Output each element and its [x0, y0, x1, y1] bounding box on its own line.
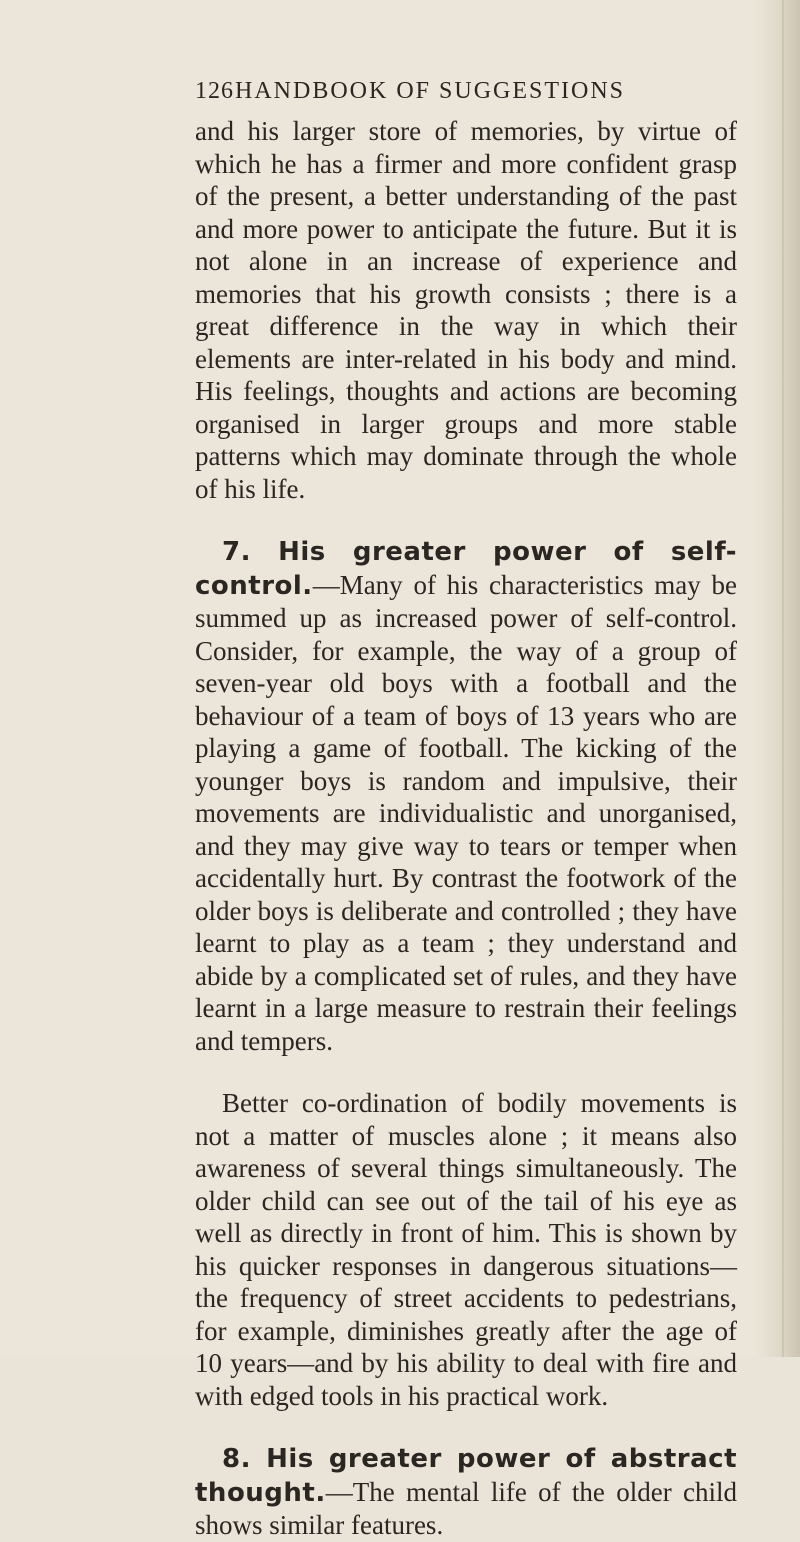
page-edge-shadow [754, 0, 800, 1357]
page-edge-line [782, 0, 784, 1357]
page-header [195, 78, 626, 112]
page-body [195, 115, 737, 1542]
section-paragraph [195, 535, 737, 1057]
paragraph: and his larger store of memories, by virtue of which he has a firmer and more confident grasp of the present, a better understanding of the past and more power to anticipate the future. But it is not alone in an increase of experience and memories that his growth consists ; there is a great difference in the way in which their elements are inter-related in his body and mind. His feelings, thoughts and actions are becoming organised in larger groups and more stable patterns which may dominate through the whole of his life. [195, 116, 737, 504]
paragraph-text: —Many of his characteristics may be summed up as increased power of self-control. Consider, for example, the way of a group of seven-year old boys with a football and the behaviour of a team of boys of 13 years who are playing a game of football. The kicking of the younger boys is random and impulsive, their movements are individualistic and unorganised, and they may give way to tears or temper when accidentally hurt. By contrast the footwork of the older boys is deliberate and controlled ; they have learnt to play as a team ; they understand and abide by a complicated set of rules, and they have learnt in a large measure to restrain their feelings and tempers. [195, 569, 737, 1056]
running-title: HANDBOOK OF SUGGESTIONS [235, 78, 626, 104]
paragraph: Better co-ordination of bodily movements is not a matter of muscles alone ; it means also awareness of several things simultaneously. The older child can see out of the tail of his eye as well as directly in front of him. This is shown by his quicker responses in dangerous situations—the frequency of street accidents to pedestrians, for example, diminishes greatly after the age of 10 years—and by his ability to deal with fire and with edged tools in his practical work. [195, 1088, 737, 1411]
page-number: 126 [195, 78, 234, 104]
section-heading: 7. His greater power of self-control. [195, 537, 737, 601]
section-paragraph [195, 1442, 737, 1542]
section-heading: 8. His greater power of abstract thought. [195, 1444, 737, 1508]
paragraph-text: —The mental life of the older child shows similar features. [195, 1476, 737, 1540]
